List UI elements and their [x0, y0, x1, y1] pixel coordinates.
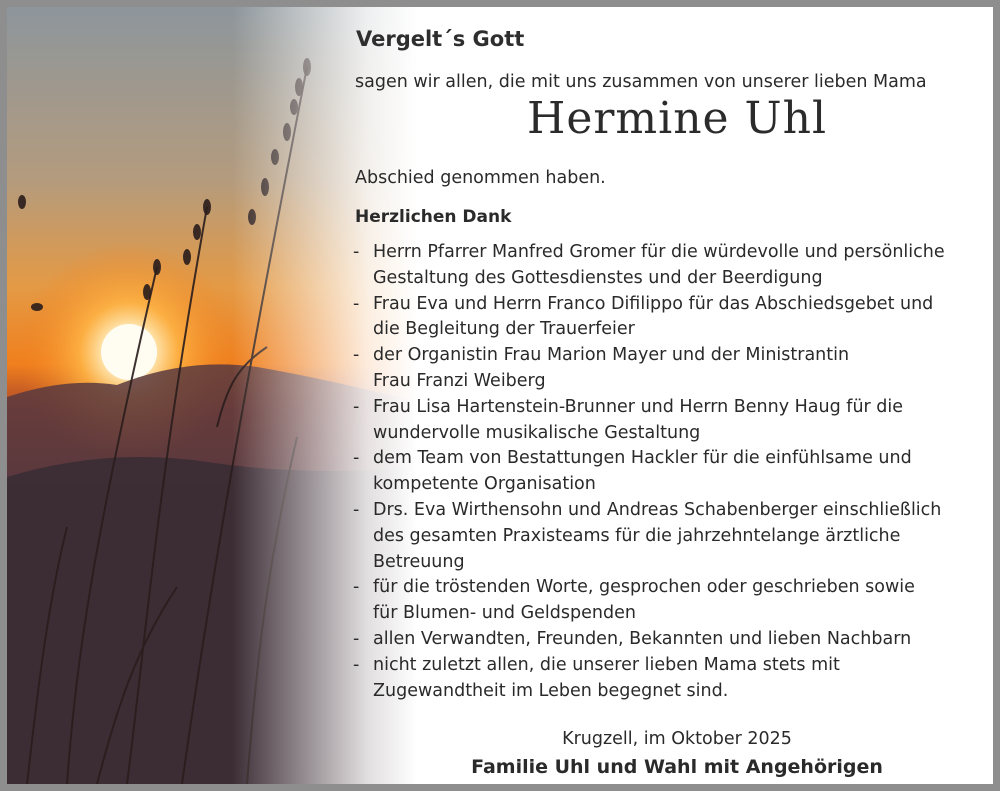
list-item [353, 240, 993, 292]
list-item [353, 446, 993, 498]
text-column [347, 7, 987, 784]
deceased-name: Hermine Uhl [526, 93, 828, 144]
list-item-line: allen Verwandten, Freunden, Bekannten und lieben Nachbarn [373, 628, 912, 649]
place-date: Krugzell, im Oktober 2025 [562, 729, 792, 749]
list-item-line: Gestaltung des Gottesdienstes und der Beerdigung [373, 267, 823, 288]
list-dash: - [353, 654, 360, 675]
heading: Vergelt´s Gott [356, 27, 525, 51]
list-dash: - [353, 577, 360, 598]
list-item [353, 292, 993, 344]
list-item-line: für die tröstenden Worte, gesprochen oder geschrieben sowie [373, 577, 915, 598]
list-item-line: kompetente Organisation [373, 474, 596, 495]
list-item-line: Frau Eva und Herrn Franco Difilippo für das Abschiedsgebet und [373, 293, 934, 314]
list-item-line: für Blumen- und Geldspenden [373, 603, 636, 624]
list-item-line: des gesamten Praxisteams für die jahrzehntelange ärztliche [373, 525, 901, 546]
intro-text: sagen wir allen, die mit uns zusammen von unserer lieben Mama [355, 72, 927, 92]
list-item-line: wundervolle musikalische Gestaltung [373, 422, 701, 443]
list-item-line: Frau Lisa Hartenstein-Brunner und Herrn Benny Haug für die [373, 396, 904, 417]
farewell-text: Abschied genommen haben. [355, 168, 606, 188]
list-item [353, 653, 993, 705]
list-item [353, 498, 993, 575]
list-item-line: der Organistin Frau Marion Mayer und der Ministrantin [373, 345, 850, 366]
list-item [353, 343, 993, 395]
list-item [353, 395, 993, 447]
list-dash: - [353, 345, 360, 366]
thanks-list [353, 240, 993, 704]
list-item-line: nicht zuletzt allen, die unserer lieben Mama stets mit [373, 654, 840, 675]
list-dash: - [353, 242, 360, 262]
list-dash: - [353, 396, 360, 417]
list-item-line: Drs. Eva Wirthensohn und Andreas Schabenberger einschließlich [373, 499, 942, 520]
list-item-line: Herrn Pfarrer Manfred Gromer für die würdevolle und persönliche [373, 242, 945, 262]
list-dash: - [353, 628, 360, 649]
list-item-line: dem Team von Bestattungen Hackler für die einfühlsame und [373, 448, 912, 469]
list-item-line: die Begleitung der Trauerfeier [373, 319, 635, 340]
thanks-title: Herzlichen Dank [355, 207, 512, 227]
list-dash: - [353, 499, 360, 520]
list-item [353, 575, 993, 627]
list-dash: - [353, 448, 360, 469]
list-dash: - [353, 293, 360, 314]
list-item-line: Zugewandtheit im Leben begegnet sind. [373, 680, 729, 701]
signature: Familie Uhl und Wahl mit Angehörigen [471, 756, 883, 778]
list-item-line: Betreuung [373, 551, 465, 572]
list-item-line: Frau Franzi Weiberg [373, 370, 546, 391]
list-item [353, 627, 993, 653]
